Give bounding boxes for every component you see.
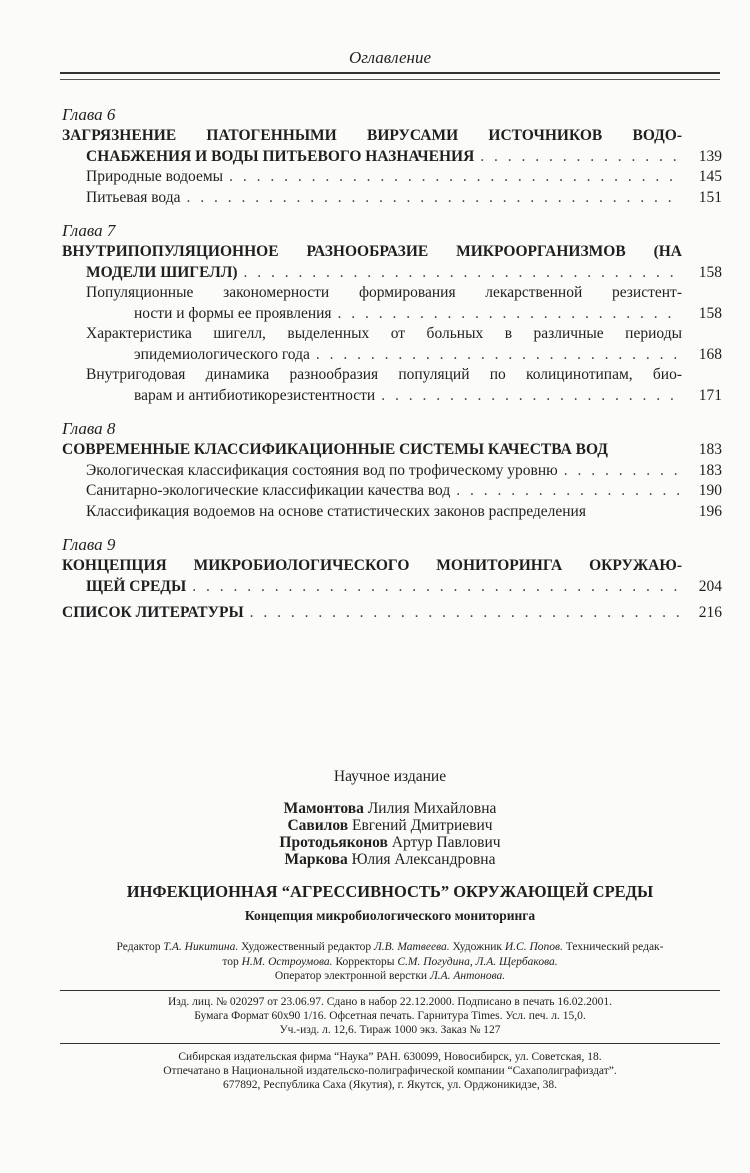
author-surname: Мамонтова (283, 800, 364, 817)
chapter-label: Глава 7 (62, 221, 116, 240)
tech-editor-label: Технический редак- (565, 941, 664, 953)
chapter-label: Глава 9 (62, 535, 116, 554)
author-names: Юлия Александровна (351, 851, 496, 868)
page-number: 190 (698, 482, 722, 499)
chapter-title-entry[interactable] (62, 440, 722, 461)
page-number: 183 (698, 461, 722, 479)
section-title: ности и формы ее проявления (134, 304, 332, 322)
section-entry[interactable] (62, 365, 722, 406)
author (60, 851, 720, 868)
chapter-title-line: КОНЦЕПЦИЯ МИКРОБИОЛОГИЧЕСКОГО МОНИТОРИНГА ОКРУЖАЮ- (62, 557, 682, 574)
author (60, 834, 720, 851)
section-entry[interactable] (62, 461, 722, 482)
tech-editor-label-cont: тор (222, 955, 239, 968)
dot-leader (480, 147, 682, 168)
editor-name: Т.А. Никитина. (163, 941, 239, 953)
references-entry[interactable] (62, 603, 722, 624)
page-number: 204 (698, 577, 722, 595)
proofreaders-label: Корректоры (335, 955, 395, 968)
tech-line: Уч.-изд. л. 12,6. Тираж 1000 экз. Заказ № 127 (279, 1024, 501, 1036)
running-title: Оглавление (348, 48, 432, 67)
page-number: 168 (698, 345, 722, 363)
chapter-title-line: ВНУТРИПОПУЛЯЦИОННОЕ РАЗНООБРАЗИЕ МИКРООРГАНИЗМОВ (НА (62, 243, 682, 260)
section-title: Природные водоемы (86, 168, 224, 185)
section-entry[interactable] (62, 167, 722, 188)
section-title: Экологическая классификация состояния вод по трофическому уровню (86, 461, 558, 479)
edition-type: Научное издание (333, 768, 447, 785)
page-number: 196 (698, 502, 722, 520)
art-editor-label: Художественный редактор (241, 941, 372, 953)
page-number: 158 (698, 304, 722, 322)
tech-editor-name: Н.М. Остроумова. (241, 955, 333, 968)
dot-leader (187, 188, 683, 209)
tech-line: Бумага Формат 60x90 1/16. Офсетная печать. Гарнитура Times. Усл. печ. л. 15,0. (194, 1010, 586, 1022)
section-title: варам и антибиотикорезистентности (134, 386, 376, 404)
chapter-title-entry[interactable] (62, 556, 722, 597)
author-surname: Протодьяконов (279, 834, 388, 851)
editor-label: Редактор (116, 941, 161, 953)
section-entry[interactable] (62, 481, 722, 502)
publisher-details (60, 1050, 720, 1092)
tech-line: Изд. лиц. № 020297 от 23.06.97. Сдано в набор 22.12.2000. Подписано в печать 16.02.2001. (167, 996, 613, 1008)
author-names: Лилия Михайловна (367, 800, 497, 817)
section-entry[interactable] (62, 283, 722, 324)
page-number: 139 (698, 147, 722, 165)
page-number: 145 (698, 168, 722, 185)
artist-name: И.С. Попов. (504, 941, 563, 953)
dot-leader (192, 577, 682, 598)
author-surname: Маркова (284, 851, 348, 868)
section-title: Питьевая вода (86, 188, 181, 206)
header-double-rule (60, 72, 720, 80)
operator-label: Оператор электронной верстки (274, 970, 428, 982)
chapter-6 (62, 104, 722, 208)
chapter-label: Глава 8 (62, 419, 116, 438)
chapter-title-line: МОДЕЛИ ШИГЕЛЛ) (86, 263, 238, 281)
chapter-title-line: ЩЕЙ СРЕДЫ (86, 577, 187, 595)
proofreaders-names: С.М. Погудина, Л.А. Щербакова. (397, 955, 558, 968)
chapter-8 (62, 418, 722, 522)
credits (60, 940, 720, 984)
references-title: СПИСОК ЛИТЕРАТУРЫ (62, 604, 244, 621)
page-number: 183 (698, 441, 722, 458)
publisher-line: Сибирская издательская фирма “Наука” РАН. 630099, Новосибирск, ул. Советская, 18. (178, 1051, 602, 1063)
art-editor-name: Л.В. Матвеева. (373, 941, 450, 953)
page-number: 171 (698, 386, 722, 404)
section-entry[interactable] (62, 188, 722, 209)
section-title: эпидемиологического года (134, 345, 310, 363)
section-title: Классификация водоемов на основе статистических законов распределения (86, 502, 586, 520)
author (60, 817, 720, 834)
chapter-7 (62, 220, 722, 406)
author-names: Евгений Дмитриевич (352, 817, 493, 834)
chapter-title-line: СОВРЕМЕННЫЕ КЛАССИФИКАЦИОННЫЕ СИСТЕМЫ КАЧЕСТВА ВОД (62, 441, 608, 458)
chapter-title-line: ЗАГРЯЗНЕНИЕ ПАТОГЕННЫМИ ВИРУСАМИ ИСТОЧНИКОВ ВОДО- (62, 127, 682, 144)
page-number: 151 (698, 188, 722, 206)
credits-line (60, 969, 720, 984)
credits-line (60, 955, 720, 970)
dot-leader (381, 386, 682, 407)
book-subtitle: Концепция микробиологического мониторинга (244, 908, 536, 923)
page-number: 158 (698, 263, 722, 281)
section-entry[interactable] (62, 324, 722, 365)
page-number: 216 (698, 604, 722, 621)
dot-leader (229, 167, 682, 188)
credits-line (60, 940, 720, 955)
author-surname: Савилов (287, 817, 349, 834)
publisher-line: Отпечатано в Национальной издательско-полиграфической компании “Сахаполиграфиздат”. (163, 1065, 617, 1077)
section-title: Популяционные закономерности формирования лекарственной резистент- (86, 284, 682, 301)
author (60, 800, 720, 817)
chapter-title-line: СНАБЖЕНИЯ И ВОДЫ ПИТЬЕВОГО НАЗНАЧЕНИЯ (86, 147, 475, 165)
book-title: ИНФЕКЦИОННАЯ “АГРЕССИВНОСТЬ” ОКРУЖАЮЩЕЙ СРЕДЫ (126, 882, 654, 901)
technical-details (60, 995, 720, 1037)
chapter-title-entry[interactable] (62, 242, 722, 283)
dot-leader (316, 345, 682, 366)
chapter-label: Глава 6 (62, 105, 116, 124)
dot-leader (250, 603, 682, 624)
authors-list (60, 800, 720, 868)
section-title: Характеристика шигелл, выделенных от больных в различные периоды (86, 325, 682, 342)
dot-leader (338, 304, 682, 325)
artist-label: Художник (452, 941, 502, 953)
section-title: Санитарно-экологические классификации качества вод (86, 482, 451, 499)
section-entry[interactable] (62, 502, 722, 523)
dot-leader (564, 461, 682, 482)
divider-rule (60, 990, 720, 991)
divider-rule (60, 1043, 720, 1044)
dot-leader (244, 263, 682, 284)
dot-leader (456, 481, 682, 502)
section-title: Внутригодовая динамика разнообразия популяций по колицинотипам, био- (86, 366, 682, 383)
chapter-9 (62, 534, 722, 624)
publisher-line: 677892, Республика Саха (Якутия), г. Якутск, ул. Орджоникидзе, 38. (223, 1079, 557, 1091)
chapter-title-entry[interactable] (62, 126, 722, 167)
author-names: Артур Павлович (391, 834, 501, 851)
table-of-contents (62, 104, 722, 636)
operator-name: Л.А. Антонова. (429, 970, 506, 982)
